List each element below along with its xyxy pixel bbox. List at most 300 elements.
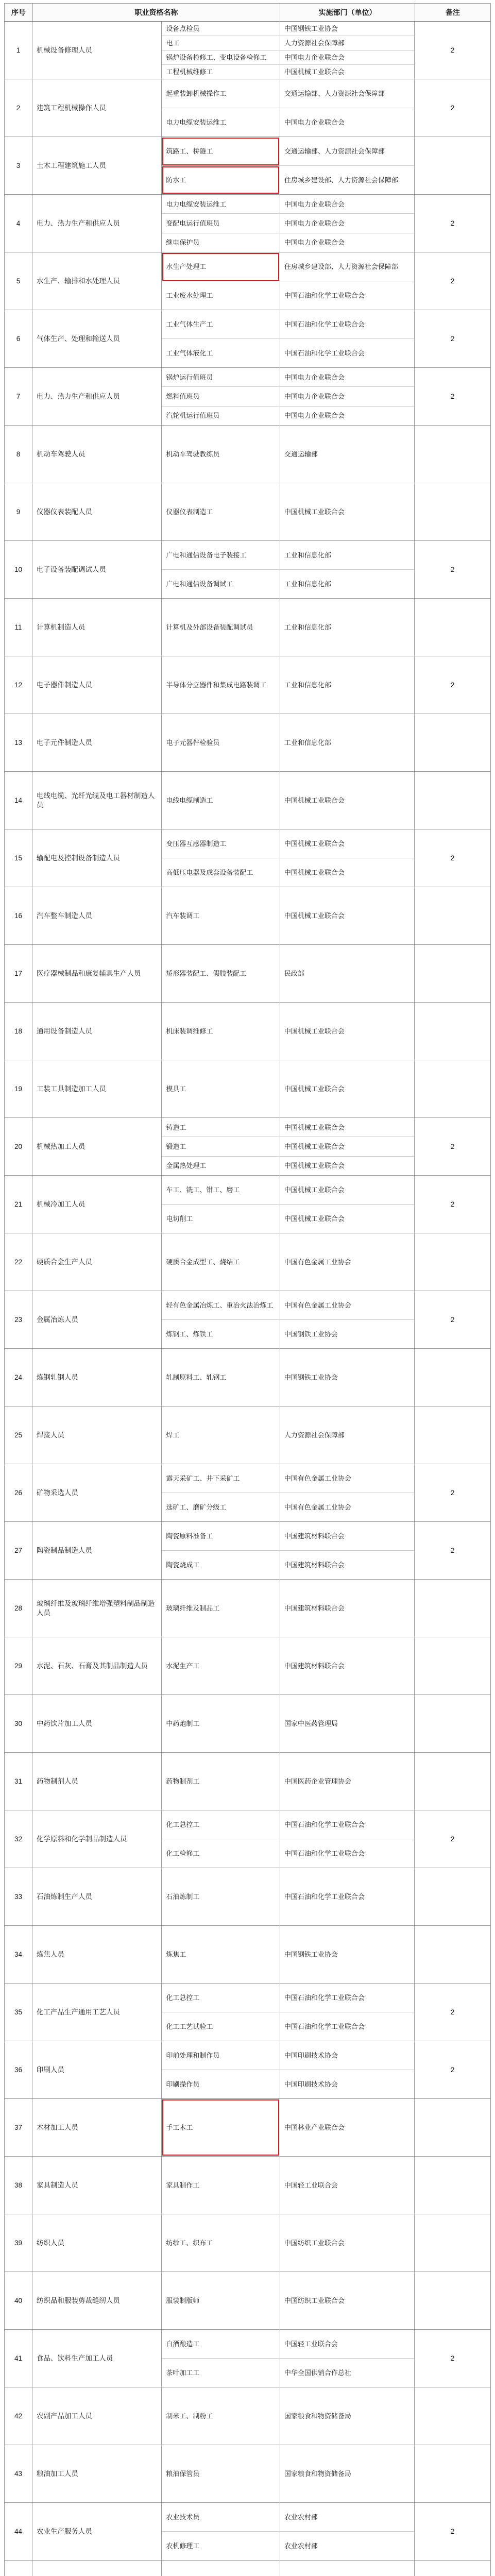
row-note: 2 <box>450 2008 455 2016</box>
row-qualification-names <box>162 1291 280 1348</box>
implementing-department: 住房城乡建设部、人力资源社会保障部 <box>284 176 398 184</box>
implementing-department: 工业和信息化部 <box>280 541 414 570</box>
row-category: 电线电缆、光纤光缆及电工器材制造人员 <box>32 772 162 829</box>
row-seq: 18 <box>5 1003 32 1060</box>
table-row <box>5 368 490 426</box>
row-qualification-names <box>162 1233 280 1291</box>
row-departments <box>280 2503 415 2560</box>
qualification-name: 汽车装调工 <box>166 912 200 920</box>
qualification-name: 铸造工 <box>162 1118 279 1137</box>
qualification-name: 轻有色金属冶炼工、重冶火法冶炼工 <box>162 1291 279 1320</box>
row-note: 2 <box>450 1315 455 1324</box>
row-seq: 2 <box>5 79 32 137</box>
qualification-name: 起重装卸机械操作工 <box>162 79 279 108</box>
row-note <box>415 1233 490 1291</box>
row-category: 家具制造人员 <box>32 2157 162 2214</box>
row-seq: 22 <box>5 1233 32 1291</box>
implementing-department: 农业农村部 <box>280 2503 414 2532</box>
row-category: 纺织人员 <box>32 2214 162 2272</box>
row-note <box>415 2157 490 2214</box>
qualification-name: 制米工、制粉工 <box>166 2412 213 2420</box>
implementing-department: 中国机械工业联合会 <box>280 1137 414 1156</box>
row-qualification-names <box>162 137 280 194</box>
row-category: 建筑工程机械操作人员 <box>32 79 162 137</box>
qualification-name: 服装制版师 <box>166 2297 200 2304</box>
qualification-name: 电子元器件检验员 <box>166 739 220 747</box>
qualification-name: 手工木工 <box>162 2099 279 2156</box>
table-row <box>5 2561 490 2576</box>
row-note: 2 <box>450 854 455 862</box>
row-departments <box>280 2214 415 2272</box>
table-row <box>5 1868 490 1926</box>
row-qualification-names <box>162 252 280 310</box>
row-category: 农副产品加工人员 <box>32 2387 162 2445</box>
table-row <box>5 22 490 79</box>
row-departments <box>280 2561 415 2576</box>
row-seq: 40 <box>5 2272 32 2329</box>
qualification-name: 水生产处理工 <box>162 252 279 281</box>
row-category: 粮油加工人员 <box>32 2445 162 2502</box>
row-note: 2 <box>450 104 455 112</box>
implementing-department: 中国有色金属工业协会 <box>284 1258 351 1266</box>
row-note <box>415 2099 490 2156</box>
row-note <box>415 1695 490 1752</box>
table-row <box>5 1926 490 1984</box>
row-category: 电力、热力生产和供应人员 <box>32 368 162 425</box>
qualification-name: 机床装调维修工 <box>166 1027 213 1035</box>
row-seq: 25 <box>5 1406 32 1464</box>
qualification-name: 电力电缆安装运维工 <box>166 118 227 126</box>
row-category: 玻璃纤维及玻璃纤维增强塑料制品制造人员 <box>32 1580 162 1637</box>
row-departments <box>280 1580 415 1637</box>
implementing-department: 中国机械工业联合会 <box>284 869 345 876</box>
header-seq: 序号 <box>5 4 33 21</box>
row-departments <box>280 1522 415 1579</box>
row-qualification-names <box>162 2561 280 2576</box>
row-category: 机械冷加工人员 <box>32 1176 162 1233</box>
row-qualification-names <box>162 2503 280 2560</box>
qualification-name: 半导体分立器件和集成电路装调工 <box>166 681 267 689</box>
table-row <box>5 2330 490 2387</box>
row-note <box>415 483 490 540</box>
implementing-department: 中国印刷技术协会 <box>284 2080 338 2088</box>
row-category: 炼焦人员 <box>32 1926 162 1983</box>
row-departments <box>280 2041 415 2098</box>
implementing-department: 中国钢铁工业协会 <box>280 22 414 36</box>
row-departments <box>280 310 415 367</box>
row-seq: 26 <box>5 1464 32 1521</box>
implementing-department: 中国机械工业联合会 <box>284 68 345 76</box>
table-row <box>5 483 490 541</box>
row-departments <box>280 1060 415 1117</box>
qualification-name: 选矿工、磨矿分级工 <box>166 1503 227 1511</box>
row-departments <box>280 945 415 1002</box>
row-departments <box>280 1349 415 1406</box>
table-row <box>5 426 490 483</box>
implementing-department: 交通运输部、人力资源社会保障部 <box>280 79 414 108</box>
implementing-department: 中国建筑材料联合会 <box>284 1662 345 1670</box>
implementing-department: 工业和信息化部 <box>284 623 331 631</box>
table-row <box>5 2272 490 2330</box>
row-note <box>415 2214 490 2272</box>
row-seq: 17 <box>5 945 32 1002</box>
qualification-name: 矫形器装配工、假肢装配工 <box>166 970 247 977</box>
table-row <box>5 2041 490 2099</box>
row-qualification-names <box>162 1695 280 1752</box>
qualification-name: 农业技术员 <box>162 2503 279 2532</box>
implementing-department: 中国电力企业联合会 <box>280 214 414 233</box>
row-seq: 7 <box>5 368 32 425</box>
implementing-department: 工业和信息化部 <box>284 580 331 588</box>
row-note <box>415 945 490 1002</box>
row-category: 通用设备制造人员 <box>32 1003 162 1060</box>
row-note <box>415 1753 490 1810</box>
row-qualification-names <box>162 1637 280 1694</box>
row-qualification-names <box>162 426 280 483</box>
implementing-department: 中国石油和化学工业联合会 <box>280 310 414 339</box>
row-departments <box>280 79 415 137</box>
row-departments <box>280 22 415 79</box>
header-note: 备注 <box>445 8 460 16</box>
implementing-department: 中国电力企业联合会 <box>284 412 345 420</box>
row-departments <box>280 599 415 656</box>
row-category: 输配电及控制设备制造人员 <box>32 829 162 887</box>
row-category: 水生产、输排和水处理人员 <box>32 252 162 310</box>
row-qualification-names <box>162 2445 280 2502</box>
row-departments <box>280 368 415 425</box>
row-category: 水泥、石灰、石膏及其制品制造人员 <box>32 1637 162 1694</box>
row-qualification-names <box>162 1810 280 1868</box>
row-qualification-names <box>162 1060 280 1117</box>
row-seq: 35 <box>5 1984 32 2041</box>
row-qualification-names <box>162 2387 280 2445</box>
row-category: 土木工程建筑施工人员 <box>32 137 162 194</box>
qualification-name: 炼焦工 <box>166 1951 186 1958</box>
row-category: 医疗器械制品和康复辅具生产人员 <box>32 945 162 1002</box>
qualification-name: 车工、铣工、钳工、磨工 <box>162 1176 279 1205</box>
qualification-name: 炼钢工、炼铁工 <box>166 1330 213 1338</box>
qualification-name: 中药炮制工 <box>166 1720 200 1727</box>
implementing-department: 中国机械工业联合会 <box>280 1118 414 1137</box>
qualification-name: 计算机及外部设备装配调试员 <box>166 623 253 631</box>
implementing-department: 国家粮食和物资储备局 <box>284 2470 351 2478</box>
row-qualification-names <box>162 772 280 829</box>
qualification-name: 陶瓷烧成工 <box>166 1561 200 1569</box>
row-departments <box>280 2272 415 2329</box>
row-qualification-names <box>162 195 280 252</box>
row-qualification-names <box>162 1118 280 1175</box>
row-category: 化工产品生产通用工艺人员 <box>32 1984 162 2041</box>
row-seq: 36 <box>5 2041 32 2098</box>
implementing-department: 中国轻工业联合会 <box>280 2330 414 2359</box>
row-seq: 20 <box>5 1118 32 1175</box>
row-departments <box>280 2387 415 2445</box>
implementing-department: 中国建筑材料联合会 <box>280 1522 414 1551</box>
implementing-department: 中国机械工业联合会 <box>284 1162 345 1170</box>
implementing-department: 国家中医药管理局 <box>284 1720 338 1727</box>
row-category: 电力、热力生产和供应人员 <box>32 195 162 252</box>
implementing-department: 中国机械工业联合会 <box>284 508 345 516</box>
row-seq: 37 <box>5 2099 32 2156</box>
row-category: 炼钢轧钢人员 <box>32 1349 162 1406</box>
row-qualification-names <box>162 368 280 425</box>
row-note: 2 <box>450 46 455 54</box>
table-row <box>5 2214 490 2272</box>
row-qualification-names <box>162 1926 280 1983</box>
row-note: 2 <box>450 277 455 285</box>
table-row <box>5 2445 490 2503</box>
implementing-department: 中国纺织工业联合会 <box>284 2297 345 2304</box>
implementing-department: 人力资源社会保障部 <box>284 1431 345 1439</box>
qualification-name: 锻造工 <box>162 1137 279 1156</box>
implementing-department: 中国电力企业联合会 <box>280 50 414 65</box>
table-row <box>5 1637 490 1695</box>
row-departments <box>280 1926 415 1983</box>
table-row <box>5 2099 490 2157</box>
qualification-name: 焊工 <box>166 1431 180 1439</box>
implementing-department: 中国电力企业联合会 <box>280 368 414 387</box>
implementing-department: 中国钢铁工业协会 <box>284 1951 338 1958</box>
header-name: 职业资格名称 <box>33 4 280 21</box>
row-seq: 33 <box>5 1868 32 1925</box>
implementing-department: 国家粮食和物资储备局 <box>284 2412 351 2420</box>
row-departments <box>280 195 415 252</box>
row-category: 气体生产、处理和输送人员 <box>32 310 162 367</box>
row-qualification-names <box>162 599 280 656</box>
qualification-name: 化工总控工 <box>162 1984 279 2012</box>
row-seq: 30 <box>5 1695 32 1752</box>
implementing-department: 交通运输部 <box>284 450 318 458</box>
row-seq: 23 <box>5 1291 32 1348</box>
implementing-department: 中国有色金属工业协会 <box>280 1291 414 1320</box>
implementing-department: 住房城乡建设部、人力资源社会保障部 <box>280 252 414 281</box>
row-departments <box>280 1868 415 1925</box>
implementing-department: 中国有色金属工业协会 <box>280 1464 414 1493</box>
row-note <box>415 2387 490 2445</box>
implementing-department: 中国机械工业联合会 <box>284 1085 345 1093</box>
row-departments <box>280 1176 415 1233</box>
qualification-name: 电力电缆安装运维工 <box>162 195 279 214</box>
row-departments <box>280 2330 415 2387</box>
row-note <box>415 1003 490 1060</box>
row-category: 硬质合金生产人员 <box>32 1233 162 1291</box>
row-departments <box>280 1233 415 1291</box>
row-note: 2 <box>450 565 455 573</box>
table-row <box>5 1522 490 1580</box>
implementing-department: 中国林业产业联合会 <box>284 2124 345 2131</box>
row-note <box>415 599 490 656</box>
row-category: 工装工具制造加工人员 <box>32 1060 162 1117</box>
implementing-department: 中国石油和化学工业联合会 <box>284 349 365 357</box>
row-note <box>415 2272 490 2329</box>
qualification-name: 水泥生产工 <box>166 1662 200 1670</box>
row-seq: 44 <box>5 2503 32 2560</box>
qualification-name <box>162 2561 279 2576</box>
row-note: 2 <box>450 681 455 689</box>
qualification-name: 机动车驾驶教练员 <box>166 450 220 458</box>
row-note <box>415 2445 490 2502</box>
qualification-name: 化工总控工 <box>162 1810 279 1839</box>
row-seq: 38 <box>5 2157 32 2214</box>
implementing-department: 中国钢铁工业协会 <box>284 1374 338 1381</box>
row-departments <box>280 252 415 310</box>
row-note: 2 <box>450 2354 455 2362</box>
table-row <box>5 714 490 772</box>
row-seq: 19 <box>5 1060 32 1117</box>
implementing-department: 中国电力企业联合会 <box>280 195 414 214</box>
table-row <box>5 1003 490 1060</box>
qualification-name: 印前处理和制作员 <box>162 2041 279 2070</box>
qualification-name: 农机修理工 <box>166 2542 200 2550</box>
row-note <box>415 1580 490 1637</box>
implementing-department: 中国石油和化学工业联合会 <box>284 1850 365 1857</box>
table-row <box>5 137 490 195</box>
row-departments <box>280 829 415 887</box>
implementing-department: 中国印刷技术协会 <box>280 2041 414 2070</box>
row-category: 食品、饮料生产加工人员 <box>32 2330 162 2387</box>
row-note: 2 <box>450 1200 455 1208</box>
row-departments <box>280 2157 415 2214</box>
implementing-department: 中国石油和化学工业联合会 <box>284 292 365 299</box>
qualification-name: 化工工艺试验工 <box>166 2023 213 2030</box>
table-row <box>5 195 490 252</box>
implementing-department: 中国机械工业联合会 <box>280 829 414 858</box>
row-seq: 6 <box>5 310 32 367</box>
row-qualification-names <box>162 1406 280 1464</box>
implementing-department: 中国建筑材料联合会 <box>284 1604 345 1612</box>
row-seq: 29 <box>5 1637 32 1694</box>
row-category: 机械热加工人员 <box>32 1118 162 1175</box>
row-category: 中药饮片加工人员 <box>32 1695 162 1752</box>
table-row <box>5 2503 490 2561</box>
row-note: 2 <box>450 2065 455 2074</box>
row-seq: 13 <box>5 714 32 771</box>
row-category: 化学原料和化学制品制造人员 <box>32 1810 162 1868</box>
row-departments <box>280 1695 415 1752</box>
row-qualification-names <box>162 945 280 1002</box>
qualification-name: 硬质合金成型工、烧结工 <box>166 1258 240 1266</box>
row-qualification-names <box>162 1868 280 1925</box>
row-seq: 28 <box>5 1580 32 1637</box>
qualification-name: 锅炉运行值班员 <box>162 368 279 387</box>
row-category: 电子设备装配调试人员 <box>32 541 162 598</box>
row-qualification-names <box>162 2272 280 2329</box>
implementing-department: 中国机械工业联合会 <box>284 796 345 804</box>
implementing-department: 中国石油和化学工业联合会 <box>284 1893 365 1901</box>
row-qualification-names <box>162 2041 280 2098</box>
row-qualification-names <box>162 829 280 887</box>
row-category: 纺织品和服装剪裁缝纫人员 <box>32 2272 162 2329</box>
qualification-name: 印刷操作员 <box>166 2080 200 2088</box>
qualification-name: 电工 <box>162 36 279 50</box>
table-row <box>5 772 490 829</box>
qualification-name: 广电和通信设备电子装接工 <box>162 541 279 570</box>
table-row <box>5 829 490 887</box>
row-departments <box>280 1291 415 1348</box>
qualification-name: 纺纱工、织布工 <box>166 2239 213 2247</box>
row-seq: 31 <box>5 1753 32 1810</box>
implementing-department: 中国机械工业联合会 <box>284 1215 345 1223</box>
row-seq: 14 <box>5 772 32 829</box>
row-qualification-names <box>162 2099 280 2156</box>
row-qualification-names <box>162 483 280 540</box>
row-seq: 15 <box>5 829 32 887</box>
row-qualification-names <box>162 79 280 137</box>
implementing-department: 中国电力企业联合会 <box>280 387 414 406</box>
qualification-name: 模具工 <box>166 1085 186 1093</box>
row-qualification-names <box>162 1464 280 1521</box>
qualification-name: 设备点检员 <box>162 22 279 36</box>
implementing-department: 中国石油和化学工业联合会 <box>280 1810 414 1839</box>
row-seq <box>5 2561 32 2576</box>
qualification-name: 电线电缆制造工 <box>166 796 213 804</box>
implementing-department: 农业农村部 <box>284 2542 318 2550</box>
row-category: 金属冶炼人员 <box>32 1291 162 1348</box>
row-seq: 27 <box>5 1522 32 1579</box>
row-category: 机动车驾驶人员 <box>32 426 162 483</box>
row-qualification-names <box>162 1349 280 1406</box>
implementing-department: 中国钢铁工业协会 <box>284 1330 338 1338</box>
row-seq: 11 <box>5 599 32 656</box>
row-seq: 21 <box>5 1176 32 1233</box>
row-departments <box>280 2099 415 2156</box>
row-qualification-names <box>162 1984 280 2041</box>
row-seq: 5 <box>5 252 32 310</box>
row-category: 电子器件制造人员 <box>32 656 162 714</box>
table-row <box>5 1349 490 1406</box>
implementing-department: 中国机械工业联合会 <box>284 1027 345 1035</box>
row-departments <box>280 2445 415 2502</box>
qualification-name: 金属热处理工 <box>166 1162 207 1170</box>
row-qualification-names <box>162 1522 280 1579</box>
implementing-department: 工业和信息化部 <box>284 739 331 747</box>
row-note <box>415 2561 490 2576</box>
table-header <box>4 3 491 22</box>
qualification-name: 玻璃纤维及制品工 <box>166 1604 220 1612</box>
qualification-name: 工业废水处理工 <box>166 292 213 299</box>
table-row <box>5 310 490 368</box>
row-qualification-names <box>162 2157 280 2214</box>
table-row <box>5 599 490 656</box>
qualification-name: 电切削工 <box>166 1215 193 1223</box>
row-seq: 8 <box>5 426 32 483</box>
table-row <box>5 1406 490 1464</box>
row-note <box>415 426 490 483</box>
row-departments <box>280 1810 415 1868</box>
row-departments <box>280 1003 415 1060</box>
row-note: 2 <box>450 334 455 343</box>
row-seq: 1 <box>5 22 32 79</box>
row-departments <box>280 1984 415 2041</box>
implementing-department: 中国有色金属工业协会 <box>284 1503 351 1511</box>
row-qualification-names <box>162 22 280 79</box>
implementing-department: 中国医药企业管理协会 <box>284 1777 351 1785</box>
row-category: 石油炼制生产人员 <box>32 1868 162 1925</box>
qualification-name: 轧制原料工、轧钢工 <box>166 1374 227 1381</box>
row-departments <box>280 714 415 771</box>
row-note <box>415 714 490 771</box>
row-departments <box>280 1637 415 1694</box>
implementing-department: 交通运输部、人力资源社会保障部 <box>280 137 414 166</box>
row-category: 农业生产服务人员 <box>32 2503 162 2560</box>
row-seq: 4 <box>5 195 32 252</box>
implementing-department: 中国建筑材料联合会 <box>284 1561 345 1569</box>
row-category <box>32 2561 162 2576</box>
row-seq: 12 <box>5 656 32 714</box>
row-note <box>415 1060 490 1117</box>
row-note <box>415 887 490 944</box>
row-qualification-names <box>162 714 280 771</box>
